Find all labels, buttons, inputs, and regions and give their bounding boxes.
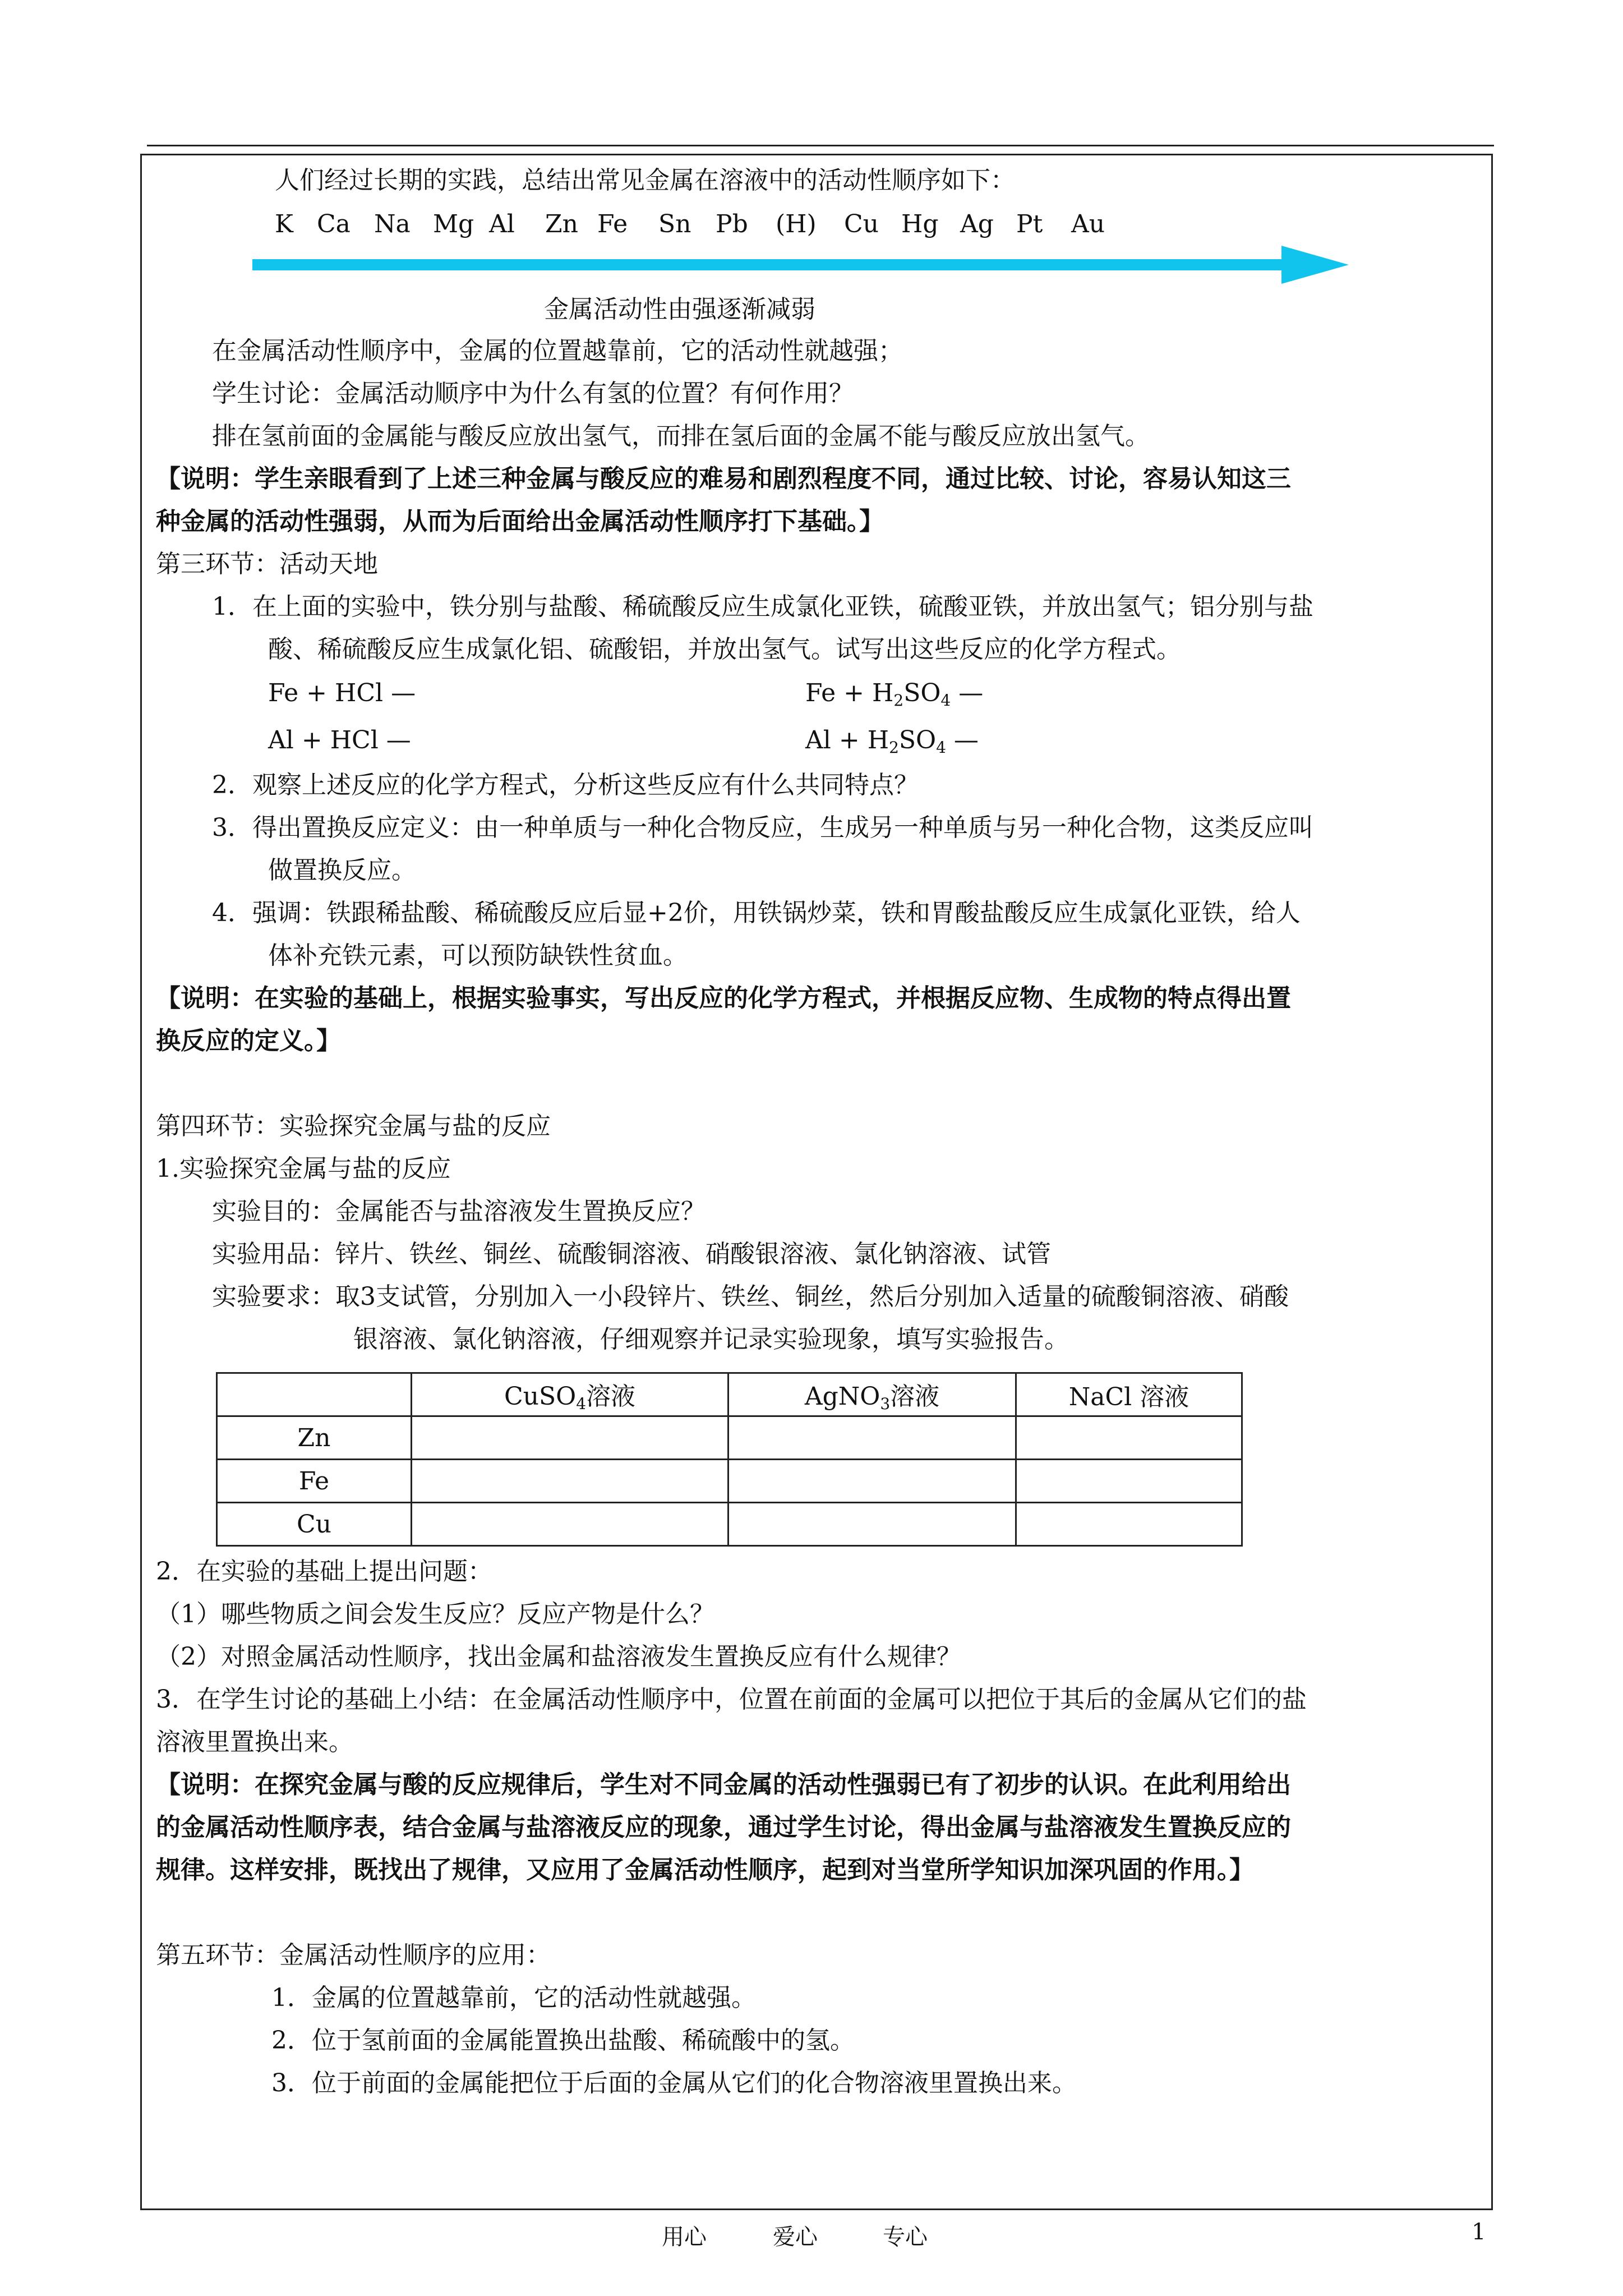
arrow-caption: 金属活动性由强逐渐减弱 xyxy=(544,295,815,324)
s4-item-3-line-1: 3．在学生讨论的基础上小结：在金属活动性顺序中，位置在前面的金属可以把位于其后的金属从它们的盐 xyxy=(156,1685,1307,1714)
metal-k: K xyxy=(275,210,293,238)
row-label-cu: Cu xyxy=(217,1503,412,1546)
metal-cu: Cu xyxy=(844,210,879,238)
table-cell xyxy=(728,1503,1016,1546)
metal-pt: Pt xyxy=(1016,210,1043,238)
s4-item-3-line-2: 溶液里置换出来。 xyxy=(156,1728,353,1756)
table-cell xyxy=(1016,1460,1242,1503)
metal-ag: Ag xyxy=(960,210,994,238)
s3-item-2: 2．观察上述反应的化学方程式，分析这些反应有什么共同特点？ xyxy=(212,771,919,799)
table-row xyxy=(217,1503,1242,1546)
s3-item-3-line-2: 做置换反应。 xyxy=(268,856,416,885)
metal-ca: Ca xyxy=(317,210,351,238)
header-cuso4: CuSO$_4$溶液 xyxy=(412,1373,728,1416)
s4-item-2: 2．在实验的基础上提出问题： xyxy=(156,1557,492,1586)
metal-al: Al xyxy=(489,210,515,238)
note-3-line-1: 【说明：在探究金属与酸的反应规律后，学生对不同金属的活动性强弱已有了初步的认识。在此利用给出 xyxy=(156,1770,1291,1799)
page-number: 1 xyxy=(1472,2219,1486,2245)
experiment-purpose: 实验目的：金属能否与盐溶液发生置换反应？ xyxy=(212,1197,706,1226)
metal-h: (H) xyxy=(776,210,817,238)
header-agno3: AgNO$_3$溶液 xyxy=(728,1373,1016,1416)
table-cell xyxy=(412,1416,728,1460)
table-cell xyxy=(1016,1416,1242,1460)
note-2-line-2: 换反应的定义。】 xyxy=(156,1027,341,1055)
experiment-requirements-line-2: 银溶液、氯化钠溶液，仔细观察并记录实验现象，填写实验报告。 xyxy=(353,1325,1069,1354)
equation-fe-h2so4: $Fe + H_2SO_4$ — xyxy=(805,679,984,710)
s5-item-2: 2．位于氢前面的金属能置换出盐酸、稀硫酸中的氢。 xyxy=(271,2026,855,2055)
metal-na: Na xyxy=(374,210,411,238)
s5-item-3: 3．位于前面的金属能把位于后面的金属从它们的化合物溶液里置换出来。 xyxy=(271,2069,1077,2097)
equation-fe-hcl: Fe + HCl — xyxy=(268,679,416,707)
row-label-zn: Zn xyxy=(217,1416,412,1460)
question-1: （1）哪些物质之间会发生反应？反应产物是什么？ xyxy=(156,1600,714,1628)
table-cell xyxy=(412,1460,728,1503)
row-label-fe: Fe xyxy=(217,1460,412,1503)
footer-text-2: 爱心 xyxy=(773,2224,818,2250)
footer-text-1: 用心 xyxy=(662,2224,707,2250)
experiment-report-table xyxy=(216,1372,1243,1547)
note-2-line-1: 【说明：在实验的基础上，根据实验事实，写出反应的化学方程式，并根据反应物、生成物的特点得出置 xyxy=(156,984,1291,1013)
experiment-requirements-line-1: 实验要求：取3支试管，分别加入一小段锌片、铁丝、铜丝，然后分别加入适量的硫酸铜溶液、硝酸 xyxy=(212,1282,1289,1311)
note-3-line-3: 规律。这样安排，既找出了规律，又应用了金属活动性顺序，起到对当堂所学知识加深巩固的作用。】 xyxy=(156,1856,1254,1884)
question-2: （2）对照金属活动性顺序，找出金属和盐溶液发生置换反应有什么规律？ xyxy=(156,1642,961,1671)
header-nacl: NaCl 溶液 xyxy=(1016,1373,1242,1416)
table-cell xyxy=(728,1460,1016,1503)
note-1-line-1: 【说明：学生亲眼看到了上述三种金属与酸反应的难易和剧烈程度不同，通过比较、讨论，容易认知这三 xyxy=(156,464,1291,493)
metal-hg: Hg xyxy=(901,210,939,238)
metal-pb: Pb xyxy=(716,210,748,238)
experiment-materials: 实验用品：锌片、铁丝、铜丝、硫酸铜溶液、硝酸银溶液、氯化钠溶液、试管 xyxy=(212,1240,1051,1268)
activity-arrow xyxy=(252,242,1352,287)
metal-au: Au xyxy=(1071,210,1105,238)
s5-item-1: 1．金属的位置越靠前，它的活动性就越强。 xyxy=(271,1984,756,2012)
s3-item-4-line-2: 体补充铁元素，可以预防缺铁性贫血。 xyxy=(268,941,688,970)
section-4-title: 第四环节：实验探究金属与盐的反应 xyxy=(156,1112,551,1140)
paragraph-1: 在金属活动性顺序中，金属的位置越靠前，它的活动性就越强； xyxy=(212,337,903,365)
table-cell xyxy=(1016,1503,1242,1546)
s3-item-3-line-1: 3．得出置换反应定义：由一种单质与一种化合物反应，生成另一种单质与另一种化合物，这类反应叫 xyxy=(212,813,1313,842)
section-3-title: 第三环节：活动天地 xyxy=(156,550,378,578)
paragraph-2: 学生讨论：金属活动顺序中为什么有氢的位置？有何作用？ xyxy=(212,379,854,408)
note-3-line-2: 的金属活动性顺序表，结合金属与盐溶液反应的现象，通过学生讨论，得出金属与盐溶液发生置换反应的 xyxy=(156,1813,1291,1842)
header-rule xyxy=(147,145,1494,146)
table-cell xyxy=(728,1416,1016,1460)
s3-item-4-line-1: 4．强调：铁跟稀盐酸、稀硫酸反应后显+2价，用铁锅炒菜，铁和胃酸盐酸反应生成氯化亚铁，给人 xyxy=(212,899,1301,927)
table-cell xyxy=(412,1503,728,1546)
s4-item-1: 1.实验探究金属与盐的反应 xyxy=(156,1154,451,1183)
equation-al-hcl: Al + HCl — xyxy=(268,726,411,754)
note-1-line-2: 种金属的活动性强弱，从而为后面给出金属活动性顺序打下基础。】 xyxy=(156,507,884,536)
table-row xyxy=(217,1460,1242,1503)
s3-item-1-line-2: 酸、稀硫酸反应生成氯化铝、硫酸铝，并放出氢气。试写出这些反应的化学方程式。 xyxy=(268,635,1181,664)
table-corner-cell xyxy=(217,1373,412,1416)
metal-fe: Fe xyxy=(597,210,628,238)
section-5-title: 第五环节：金属活动性顺序的应用： xyxy=(156,1941,551,1970)
metal-mg: Mg xyxy=(433,210,474,238)
paragraph-3: 排在氢前面的金属能与酸反应放出氢气，而排在氢后面的金属不能与酸反应放出氢气。 xyxy=(212,422,1150,450)
table-row xyxy=(217,1416,1242,1460)
metal-zn: Zn xyxy=(545,210,578,238)
equation-al-h2so4: $Al + H_2SO_4$ — xyxy=(805,726,979,757)
intro-text: 人们经过长期的实践，总结出常见金属在溶液中的活动性顺序如下： xyxy=(275,166,1015,195)
s3-item-1-line-1: 1．在上面的实验中，铁分别与盐酸、稀硫酸反应生成氯化亚铁，硫酸亚铁，并放出氢气；铝分别与盐 xyxy=(212,592,1313,621)
table-header-row xyxy=(217,1373,1242,1416)
footer-text-3: 专心 xyxy=(883,2224,928,2250)
metal-sn: Sn xyxy=(658,210,691,238)
